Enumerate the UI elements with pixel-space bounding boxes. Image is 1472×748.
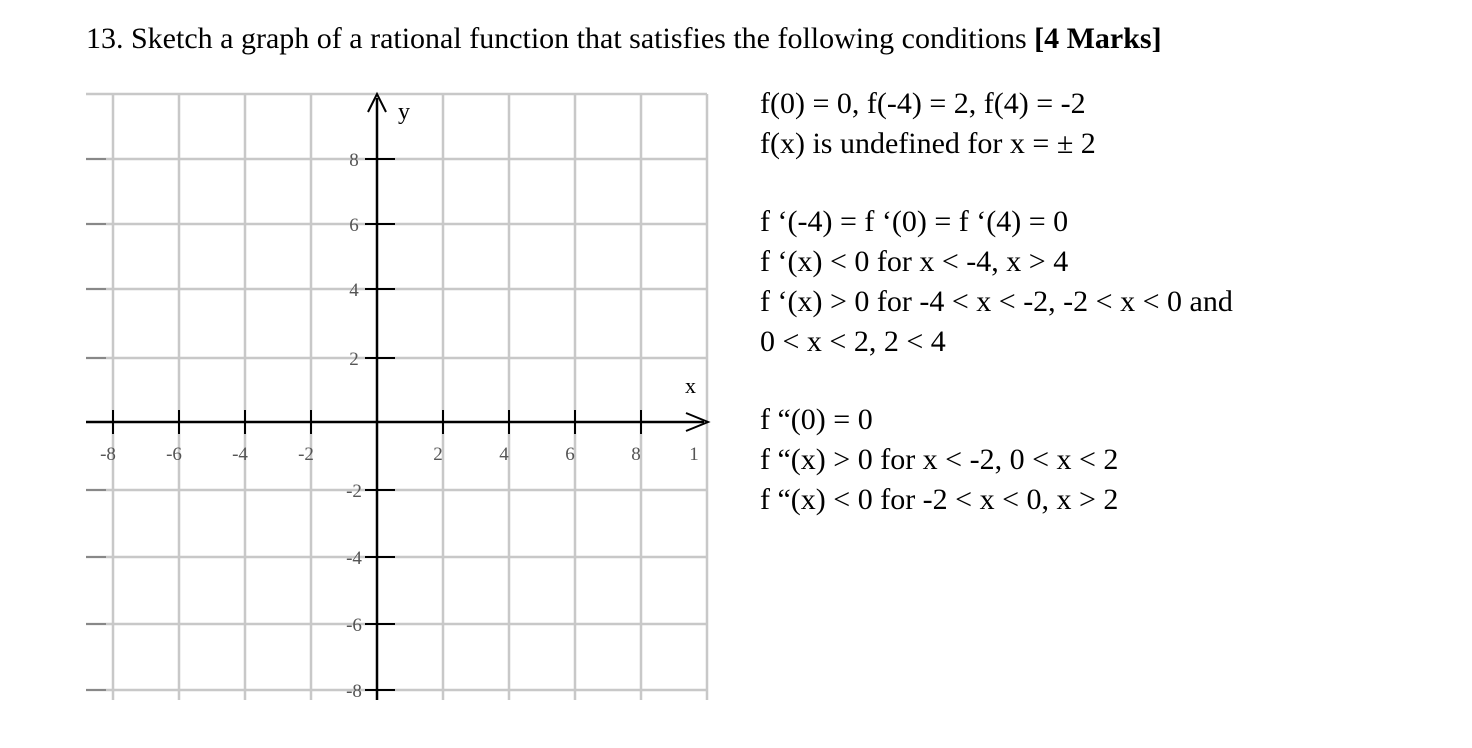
y-tick-label: 8 bbox=[349, 150, 359, 171]
y-tick-label: 2 bbox=[349, 349, 359, 370]
y-tick-label: -4 bbox=[346, 548, 362, 569]
condition-line: f(x) is undefined for x = ± 2 bbox=[760, 127, 1096, 160]
conditions-panel bbox=[760, 84, 1233, 520]
tick-marks bbox=[86, 159, 641, 690]
question-text: 13. Sketch a graph of a rational function that satisfies the following conditions bbox=[86, 22, 1035, 55]
x-tick-label: -2 bbox=[298, 444, 314, 465]
y-tick-label: 6 bbox=[349, 215, 359, 236]
condition-line: f ‘(x) > 0 for -4 < x < -2, -2 < x < 0 and bbox=[760, 285, 1233, 318]
question-marks: [4 Marks] bbox=[1034, 22, 1162, 55]
x-tick-label: -8 bbox=[100, 444, 116, 465]
condition-line: f ‘(x) < 0 for x < -4, x > 4 bbox=[760, 245, 1069, 278]
condition-line: 0 < x < 2, 2 < 4 bbox=[760, 325, 946, 358]
x-tick-label: -6 bbox=[166, 444, 182, 465]
x-tick-label: 2 bbox=[433, 444, 443, 465]
grid-lines bbox=[86, 94, 707, 700]
condition-line: f “(x) < 0 for -2 < x < 0, x > 2 bbox=[760, 483, 1119, 516]
x-tick-label: -4 bbox=[232, 444, 248, 465]
x-tick-label: 8 bbox=[631, 444, 641, 465]
x-tick-label: 6 bbox=[565, 444, 575, 465]
tick-labels bbox=[100, 150, 699, 702]
x-tick-label: 1 bbox=[689, 444, 699, 465]
condition-line: f(0) = 0, f(-4) = 2, f(4) = -2 bbox=[760, 87, 1086, 120]
y-tick-label: -2 bbox=[346, 481, 362, 502]
x-tick-label: 4 bbox=[499, 444, 509, 465]
condition-line: f “(0) = 0 bbox=[760, 403, 873, 436]
condition-line: f ‘(-4) = f ‘(0) = f ‘(4) = 0 bbox=[760, 205, 1069, 238]
y-axis-label: y bbox=[398, 99, 410, 125]
y-tick-label: -8 bbox=[346, 681, 362, 702]
y-tick-label: -6 bbox=[346, 615, 362, 636]
condition-line: f “(x) > 0 for x < -2, 0 < x < 2 bbox=[760, 443, 1119, 476]
y-tick-label: 4 bbox=[349, 280, 359, 301]
x-axis-label: x bbox=[685, 373, 696, 398]
